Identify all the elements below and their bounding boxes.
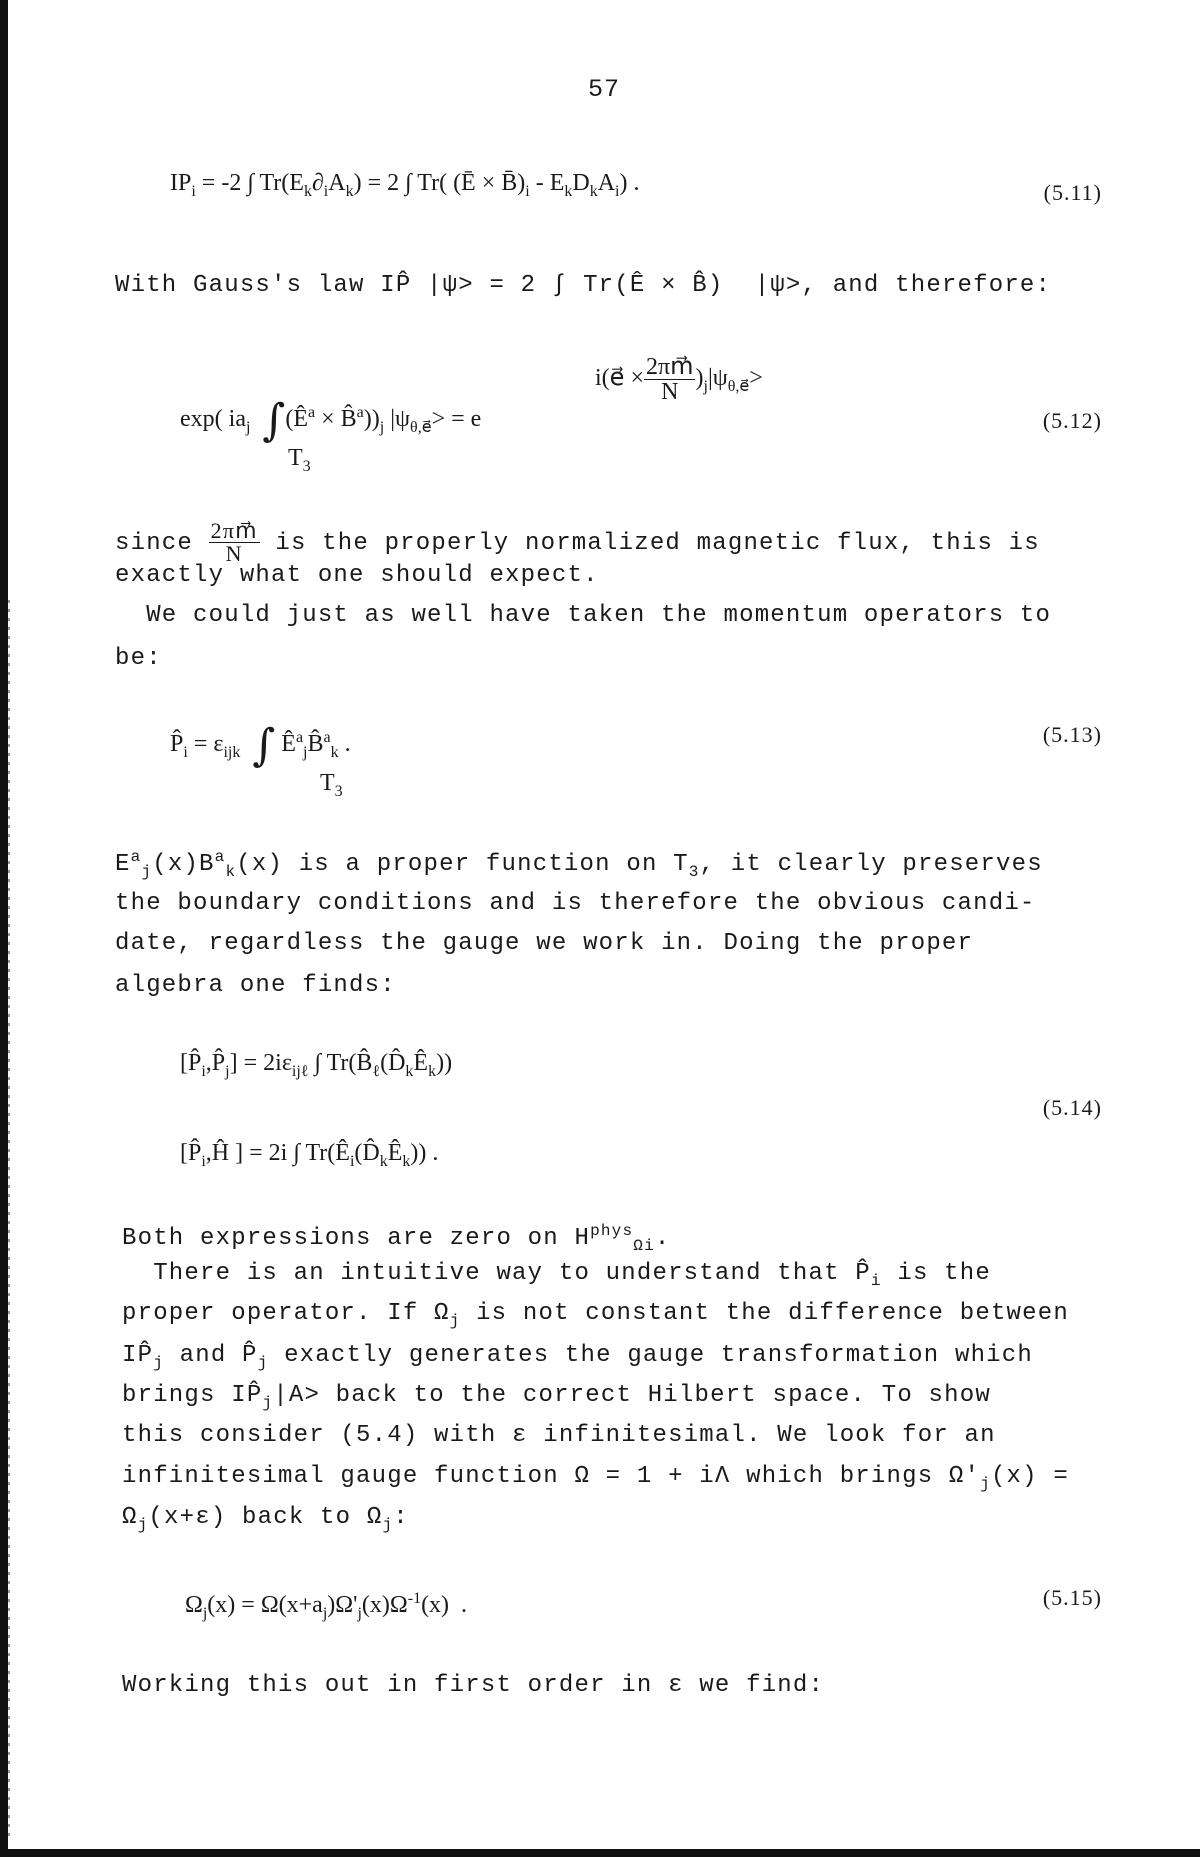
equation-5-13-integral-domain: $T_3$ <box>320 770 343 800</box>
text-exactly: exactly what one should expect. <box>115 562 599 589</box>
text-gauss-law: With Gauss's law IP̂ |ψ> = 2 ∫ Tr(Ê × B̂) |ψ>, and therefore: <box>115 272 1052 299</box>
text-since: since $\frac{2\pi m⃗}{N}$ is the properly normalized magnetic flux, this is <box>115 518 1040 566</box>
equation-number-5-11: (5.11) <box>1043 180 1102 205</box>
page-left-border <box>0 0 8 1857</box>
equation-5-12-exponent: i(e⃗ × $\frac{2\pi m⃗}{N}$ )$_j|\psi_{\theta,e⃗}>$ <box>595 354 763 405</box>
equation-5-14-a: $[P̂_i,P̂_j] = 2i\varepsilon_{ij\ell}$ ∫ $Tr(B̂_\ell(D̂_kÊ_k))$ <box>180 1050 453 1080</box>
text-working: Working this out in first order in ε we find: <box>122 1672 825 1699</box>
text-proper-function: $E^a_j(x)B^a_k(x)$ is a proper function on $T_3$, it clearly preserves <box>115 848 1043 881</box>
text-proper-operator: proper operator. If $\Omega_j$ is not constant the difference between <box>122 1300 1069 1330</box>
equation-number-5-13: (5.13) <box>1042 722 1102 747</box>
page-bottom-border <box>0 1849 1200 1857</box>
text-algebra: algebra one finds: <box>115 972 396 999</box>
scan-margin-dots <box>8 600 10 1840</box>
equation-5-12: exp( $ia_j$ $\int(Ê^a$ × $B̂^a))_j$ $|\psi_{\theta,e⃗}> = e$ <box>180 395 482 446</box>
equation-5-13: $P̂_i = \varepsilon_{ijk}$ ∫ $Ê^a_jB̂^a_k$ . <box>170 720 351 771</box>
text-there-is: There is an intuitive way to understand that $P̂_i$ is the <box>122 1260 991 1290</box>
text-brings: brings $IP̂_j|A>$ back to the correct Hilbert space. To show <box>122 1382 991 1412</box>
text-infinitesimal: infinitesimal gauge function Ω = 1 + iΛ which brings $\Omega'_j(x)$ = <box>122 1463 1069 1493</box>
equation-number-5-12: (5.12) <box>1042 408 1102 433</box>
text-this-consider: this consider (5.4) with ε infinitesimal. We look for an <box>122 1422 996 1449</box>
equation-5-12-integral-domain: $T_3$ <box>288 445 311 475</box>
text-ip-and-p: $IP̂_j$ and $P̂_j$ exactly generates the gauge transformation which <box>122 1342 1033 1372</box>
text-could: We could just as well have taken the momentum operators to <box>115 602 1052 629</box>
equation-5-14-b: [$P̂_i,Ĥ$ ] = 2i ∫ $Tr(Ê_i(D̂_kÊ_k))$ . <box>180 1140 439 1170</box>
text-boundary: the boundary conditions and is therefore the obvious candi- <box>115 890 1036 917</box>
equation-number-5-15: (5.15) <box>1042 1585 1102 1610</box>
equation-number-5-14: (5.14) <box>1042 1095 1102 1120</box>
page-number: 57 <box>588 75 621 104</box>
text-omega-back: $\Omega_j(x+\varepsilon)$ back to $\Omega_j$: <box>122 1504 409 1534</box>
text-date: date, regardless the gauge we work in. Doing the proper <box>115 930 974 957</box>
equation-5-11: $IP_i = -2$ ∫ $Tr(E_k\partial_iA_k) = 2$ ∫ Tr( (Ē × $B̄)_i - E_kD_kA_i$) . <box>170 170 640 200</box>
text-both-expressions: Both expressions are zero on $H^{phys}_{\Omega i}$. <box>122 1222 671 1255</box>
equation-5-15: $\Omega_j(x) = \Omega(x+a_j)\Omega'_j(x)\Omega^{-1}(x)$ . <box>185 1590 468 1622</box>
text-be: be: <box>115 645 162 672</box>
